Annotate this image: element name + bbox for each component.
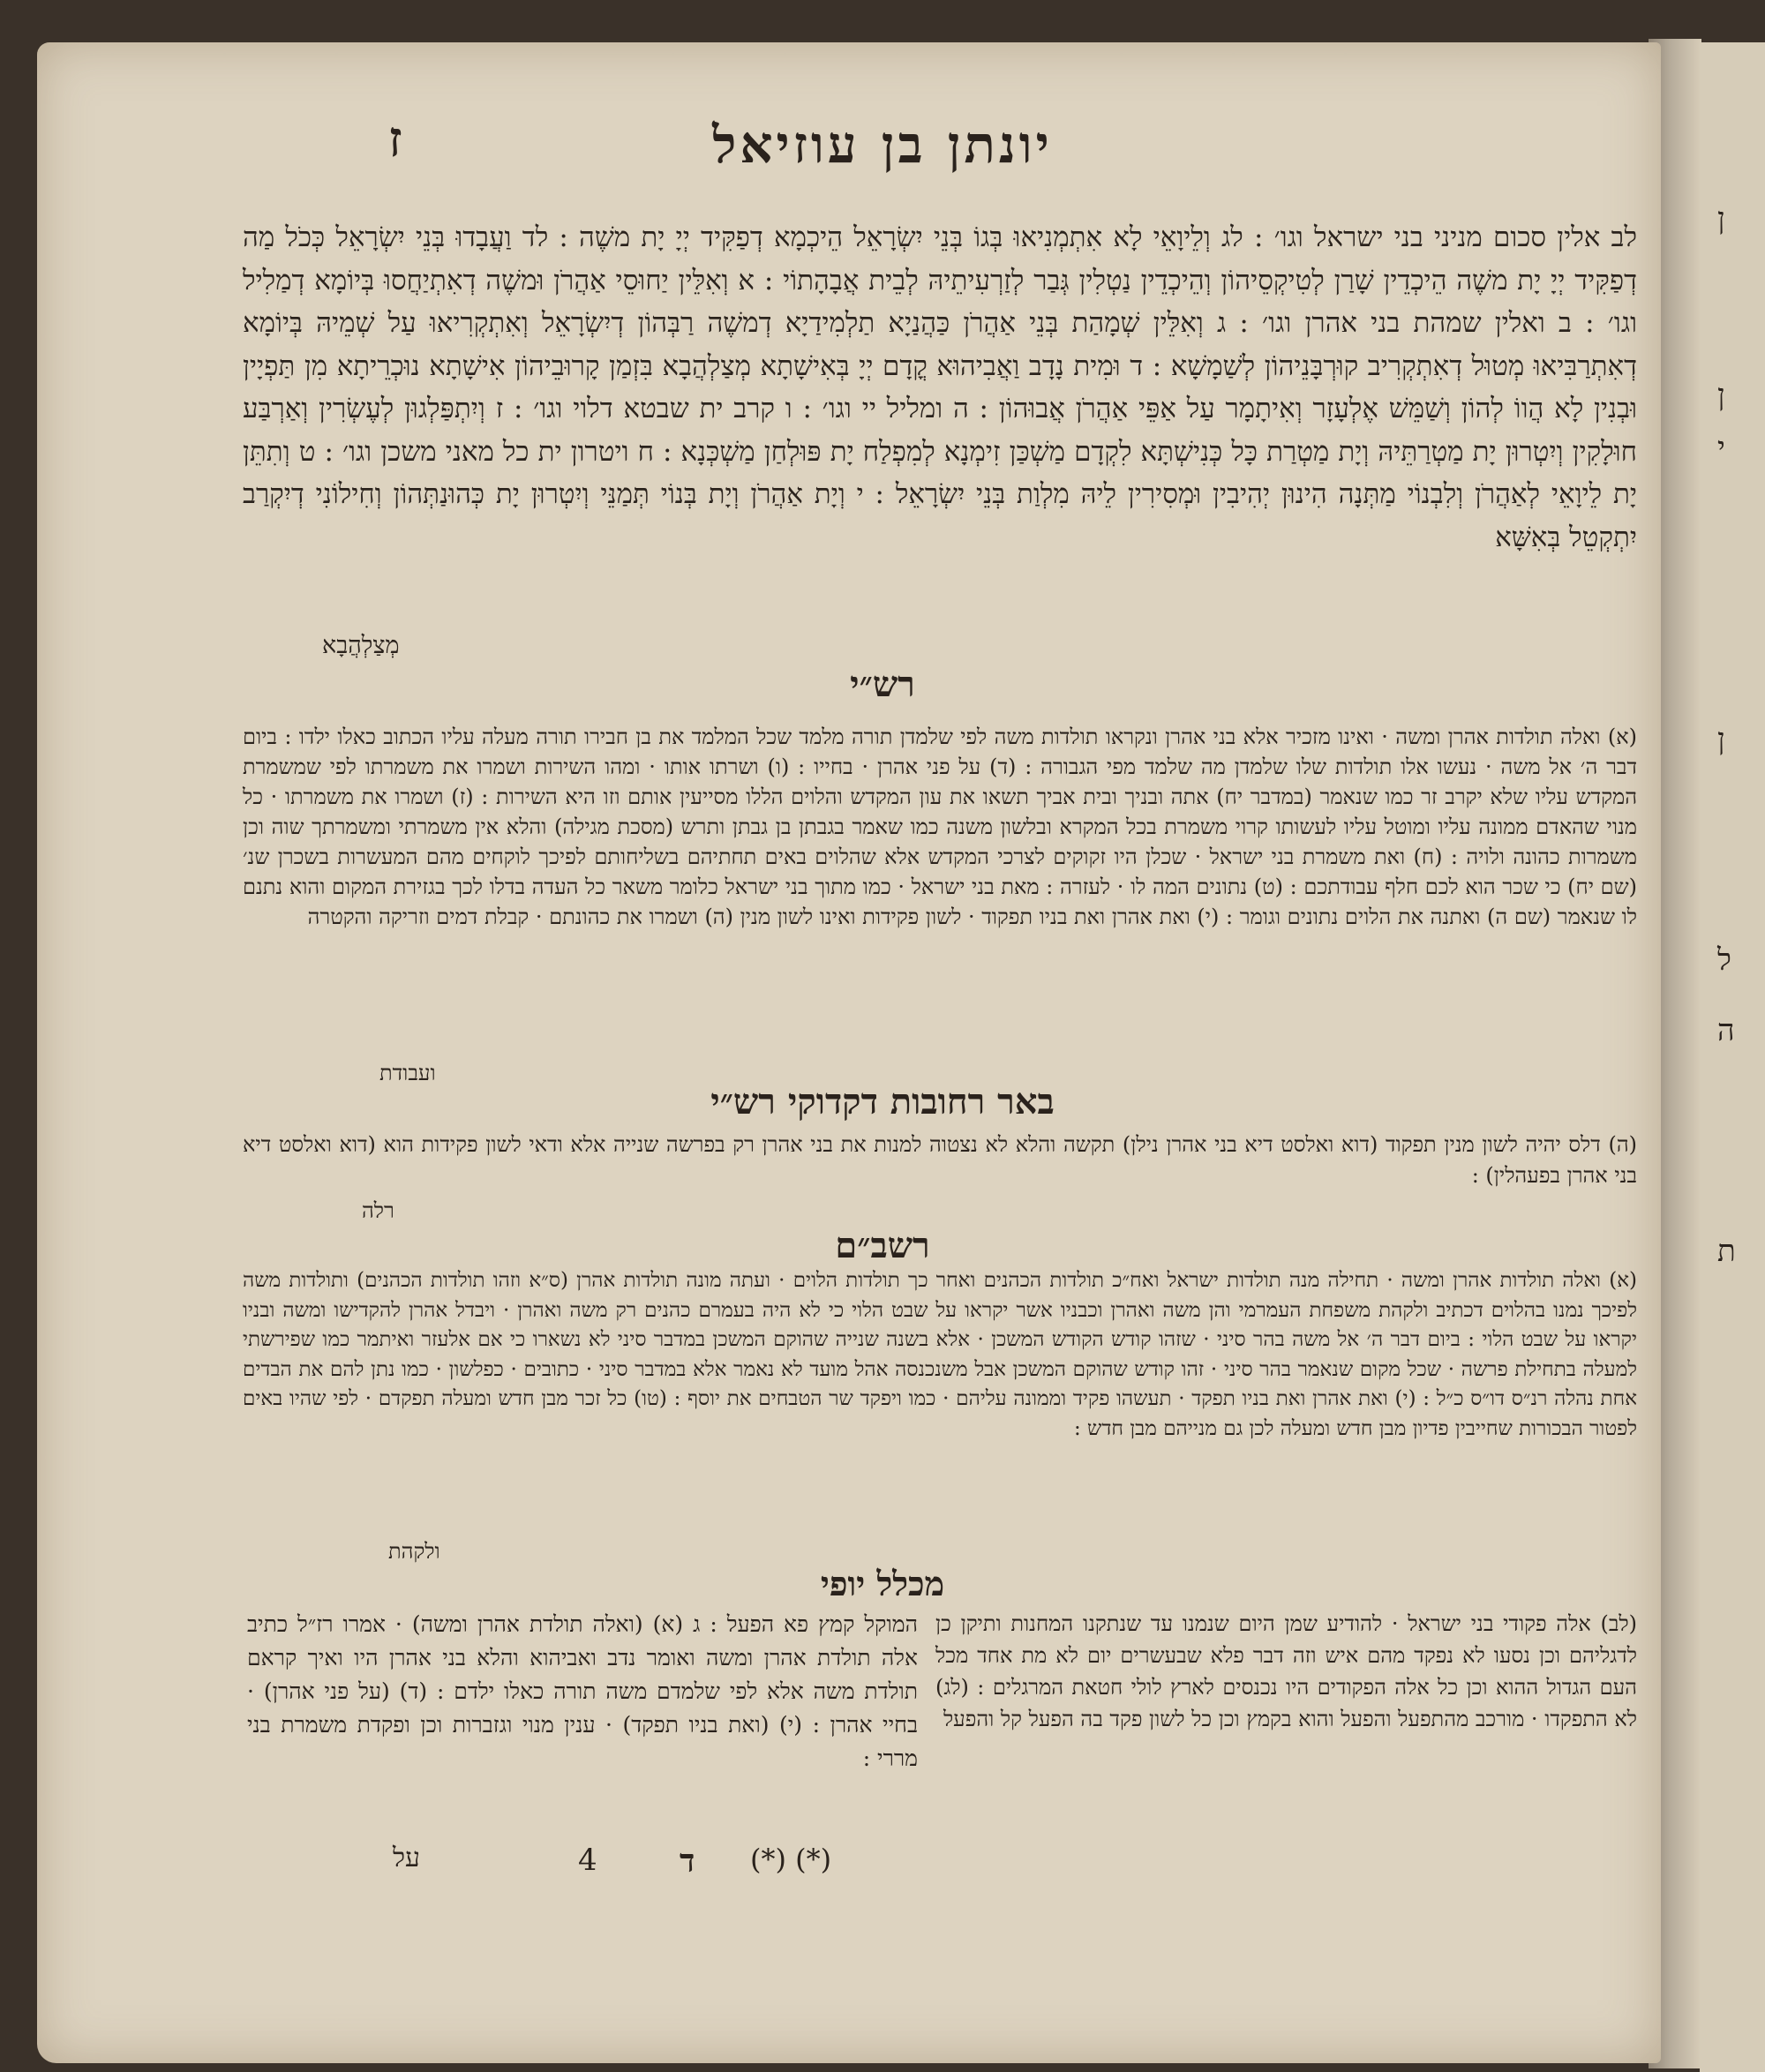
signature-letter: ד — [680, 1843, 695, 1880]
michlal-right-column: (לב) אלה פקודי בני ישראל · להודיע שמן היום שנמנו עד שנתקנו המחנות ותיקן כן לדגליהם וכן נסעו לא נפקד מהם איש וזה דבר פלא שבעשרים יום לא מת אחד מכל העם הגדול ההוא וכן כל אלה הפקודים היו נכנסים לארץ לולי חטאת המרגלים : (לג) לא התפקדו · מורכב מהתפעל והפעל והוא בקמץ וכן כל לשון פקד בה הפעל קל והפעל — [935, 1611, 1637, 1731]
rashi-text: (א) ואלה תולדות אהרן ומשה · ואינו מזכיר אלא בני אהרן ונקראו תולדות משה לפי שלמדן תורה מלמד שכל המלמד את בן חבירו תורה מעלה עליו הכתוב כאלו ילדו : ביום דבר ה׳ אל משה · נעשו אלו תולדות שלו שלמדן מה שלמד מפי הגבורה : (ד) על פני אהרן · בחייו : (ו) ושרתו אותו · ומהו השירות ושמרו את משמרתו לפי שמשמרת המקדש עליו שלא יקרב זר כמו שנאמר (במדבר יח) אתה ובניך ובית אביך תשאו את עון המקדש והלוים הללו מסייעין אותם וזו היא השירות : (ז) ושמרו את משמרתו · כל מנוי שהאדם ממונה עליו ומוטל עליו לעשותו קרוי משמרת בכל המקרא ובלשון משנה כמו שאמר בגבתן בן גבתן ותרש (מסכת מגילה) והלא אין משמרתי ומשמרתך שוה וכן משמרות כהונה ולויה : (ח) ואת משמרת בני ישראל · שכלן היו זקוקים לצרכי המקדש אלא שהלוים באים תחתיהם בשליחותם לפיכך לוקחים מהם המעשרות בשכרן שנ׳ (שם יח) כי שכר הוא לכם חלף עבודתכם : (ט) נתונים המה לו · לעזרה : מאת בני ישראל · כמו מתוך בני ישראל כלומר משאר כל העדה בדלו לכך בגזירת המקום והוא נתנם לו שנאמר (שם ה) ואתנה את הלוים נתונים וגומר : (י) ואת אהרן ואת בניו תפקוד · לשון פקידות ואינו לשון מנין (ה) ושמרו את כהונתם · קבלת דמים וזריקה והקטרה — [243, 724, 1638, 929]
rashbam-title: רשב״ם — [835, 1225, 930, 1266]
beer-catchword: רלה — [362, 1198, 394, 1223]
next-page-fragment: ה — [1717, 1013, 1735, 1048]
michlal-left-column: המוקל קמץ פא הפעל : ג (א) (ואלה תולדת אהרן ומשה) · אמרו רז״ל כתיב אלה תולדת אהרן ומשה ואומר נדב ואביהוא והלא בני אהרן היו ואיך קראם תולדת משה אלא לפי שלמדם משה תורה כאלו ילדם : (ד) (על פני אהרן) · בחיי אהרן : (י) (ואת בניו תפקד) · ענין מנוי וגזברות וכן ופקדת משמרת בני מררי : — [247, 1611, 918, 1771]
rashbam-text: (א) ואלה תולדות אהרן ומשה · תחילה מנה תולדות ישראל ואח״כ תולדות הכהנים ואחר כך תולדות הלוים · ועתה מונה תולדות אהרן (ס״א וזהו תולדות הכהנים) ותולדות משה לפיכך נמנו בהלוים דכתיב ולקהת משפחת העמרמי והן משה ואהרן וכבניו אשר יקראו על שבט הלוי כי לא היה בעמרם כהנים רק משה ואהרן · ויבדל אהרן להקדישו ומשה ובניו יקראו על שבט הלוי : ביום דבר ה׳ אל משה בהר סיני · שזהו קודש הקודש המשכן · אלא בשנה שנייה שהוקם המשכן במדבר סיני לא נשארו כי אם אלעזר ואיתמר כמו שפירשתי למעלה בתחילת פרשה · שכל מקום שנאמר בהר סיני · זהו קודש שהוקם המשכן אבל משנכנסה אהל מועד לא נאמר אלא במדבר סיני · כתובים · כפלשון · כמו נתן להם את הבדים אחת נהלה רנ״ס דו״ס כ״ל : (י) ואת אהרן ואת בניו תפקד · תעשהו פקיד וממונה עליהם · כמו ויפקד שר הטבחים את יוסף : (טו) כל זכר מבן חדש ומעלה תפקדם · לפי שהיו באים לפטור הבכורות שחייבין פדיון מבן חדש ומעלה לכן גם מנייהם מבן חדש : — [243, 1269, 1637, 1440]
footer-catchword: על — [393, 1843, 421, 1873]
targum-catchword: מְצַלְהֲבָא — [322, 632, 400, 659]
next-page-fragment: ן — [1717, 201, 1725, 236]
targum-text: לב אלין סכום מניני בני ישראל וגו׳ : לג וְלֵיוָאֵי לָא אִתְמְנִיאוּ בְּגוֹ בְּנֵי יִשְׂרָאֵל הֵיכְמָא דְפַקִּיד יְיָ יָת משֶׁה : לד וַעֲבָדוּ בְּנֵי יִשְׂרָאֵל כְּכֹל מַה דְפַקִּיד יְיָ יָת משֶׁה הֵיכְדֵין שָׁרַן לְטִיקְסֵיהוֹן וְהֵיכְדֵין נַטְלִין גְּבַר לְזַרְעִיתֵיהּ לְבֵית אֲבָהָתוֹי : א וְאִלֵּין יַחוּסֵי אַהֲרֹן וּמשֶׁה דְאִתְיַחֲסוּ בְּיוֹמָא דְמַלִיל וגו׳ : ב ואלין שמהת בני אהרן וגו׳ : ג וְאִלֵּין שְׁמָהַת בְּנֵי אַהֲרֹן כַּהֲנַיָא תַלְמִידַיָא דְמשֶׁה רַבְּהוֹן דְיִשְׂרָאֵל וְאִתְקְרִיאוּ עַל שְׁמֵיהּ בְּיוֹמָא דְאִתְרַבִּיאוּ מְטוּל דְאִתְקְרִיב קוּרְבָּנֵיהוֹן לְשַׁמָשָׁא : ד וּמִית נָדָב וַאֲבִיהוּא קֳדָם יְיָ בְּאִישָׁתָא מְצַלְהֲבָא בִּזְמַן קָרוּבֵיהוֹן אִישָׁתָא נוּכְרֵיתָא מִן תַּפְיָין וּבְנִין לָא הֲווֹ לְהוֹן וְשַׁמֵּשׁ אֶלְעָזָר וְאִיתָמָר עַל אַפֵּי אַהֲרֹן אֲבוּהוֹן : ה ומליל יי וגו׳ : ו קרב ית שבטא דלוי וגו׳ : ז וְיִתְפַּלְגוּן לְעֶשְׂרִין וְאַרְבַּע חוּלָקִין וְיִטְרוּן יָת מַטְרַתֵּיהּ וְיָת מַטְרַת כָּל כְּנִישְׁתָּא לִקְדָם מַשְׁכַּן זִימְנָא לְמִפְלַח יָת פּוּלְחַן מַשְׁכְּנָא : ח ויטרון ית כל מאני משכן וגו׳ : ט וְתִתֵּן יָת לֵיוָאֵי לְאַהֲרֹן וְלִבְנוֹי מַתְּנָה הִינוּן יְהִיבִין וּמְסִירִין לֵיהּ מִלְוַת בְּנֵי יִשְׂרָאֵל : י וְיָת אַהֲרֹן וְיָת בְּנוֹי תְּמַנֵּי וְיִטְרוּן יָת כְּהוּנַתְּהוֹן וְחִילוֹנִי דְיִקְרַב יִתְקְטֵל בְּאִשָּׁא — [243, 221, 1637, 553]
beer-text: (ה) דלס יהיה לשון מנין תפקוד (דוא ואלסט דיא בני אהרן נילן) תקשה והלא לא נצטוה למנות את בני אהרן רק בפרשה שנייה אלא ודאי לשון פקידות הוא (דוא ואלסט דיא בני אהרן בפעהלין) : — [243, 1132, 1637, 1188]
michlal-title: מכלל יופי — [820, 1564, 945, 1603]
next-page-fragment: ל — [1717, 942, 1731, 978]
next-page-fragment: ן — [1717, 722, 1725, 757]
next-page-edge — [1700, 42, 1765, 2072]
page-title: יונתן בן עוזיאל — [712, 115, 1053, 175]
rashi-catchword: ועבודת — [379, 1061, 436, 1085]
rashbam-catchword: ולקהת — [388, 1539, 440, 1564]
beer-title: באר רחובות דקדוקי רש״י — [710, 1081, 1055, 1122]
next-page-fragment: ן — [1717, 378, 1725, 413]
page-number: ז — [388, 110, 402, 169]
next-page-fragment: י — [1717, 431, 1725, 466]
footer-marks: (*) (*) — [750, 1843, 832, 1876]
next-page-fragment: ת — [1717, 1234, 1736, 1269]
rashi-title: רש״י — [850, 664, 915, 705]
signature-number: 4 — [578, 1843, 597, 1878]
